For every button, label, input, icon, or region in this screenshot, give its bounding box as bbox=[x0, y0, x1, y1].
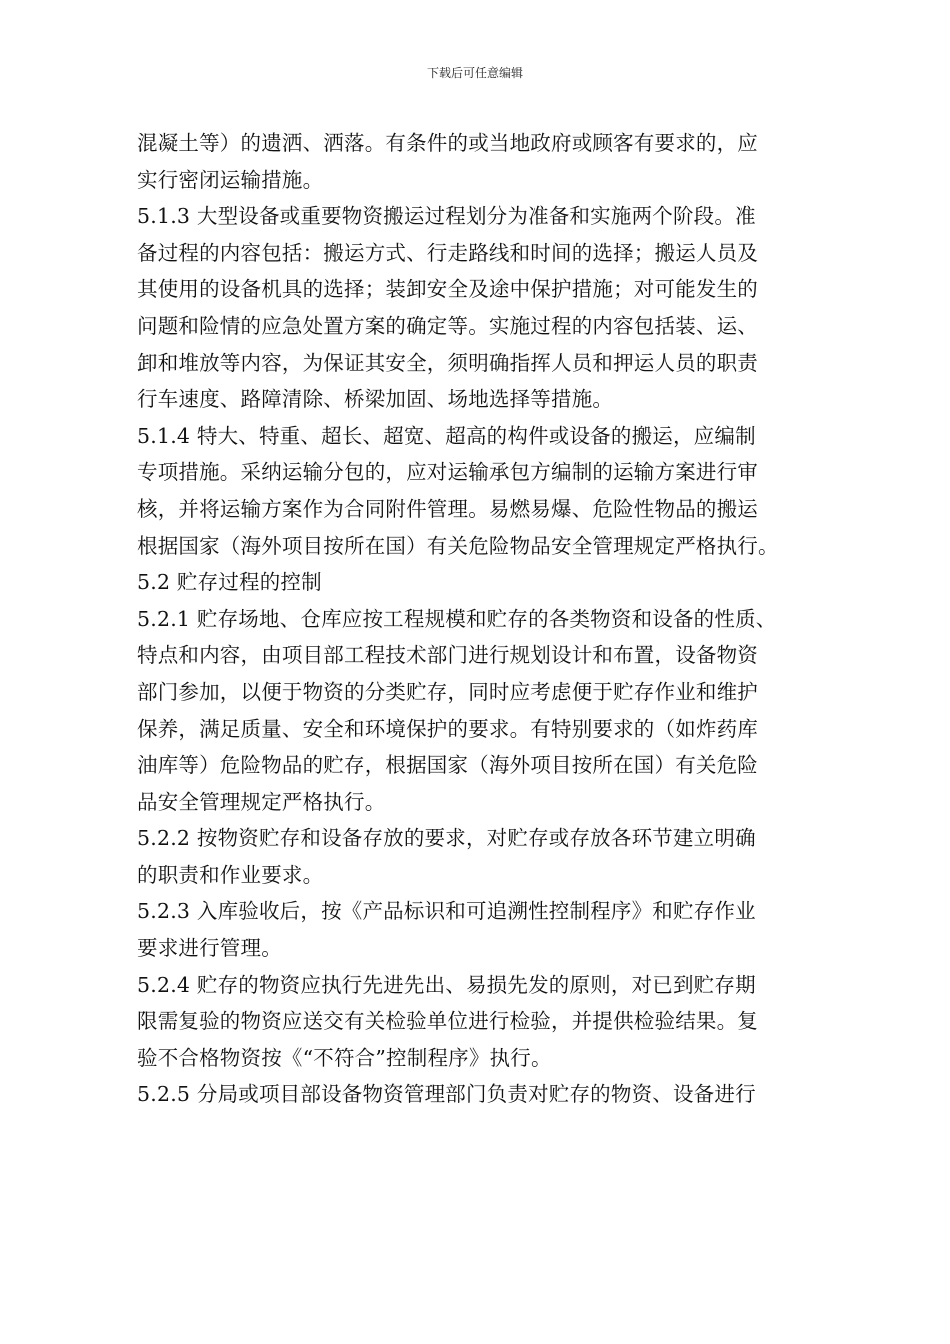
text-line: 根据国家（海外项目按所在国）有关危险物品安全管理规定严格执行。 bbox=[137, 533, 779, 558]
text-line: 5.2.1 贮存场地、仓库应按工程规模和贮存的各类物资和设备的性质、 bbox=[137, 606, 777, 631]
text-line: 5.2.5 分局或项目部设备物资管理部门负责对贮存的物资、设备进行 bbox=[137, 1082, 756, 1107]
document-body bbox=[137, 125, 827, 1113]
text-line: 5.1.4 特大、特重、超长、超宽、超高的构件或设备的搬运，应编制 bbox=[137, 423, 756, 448]
text-line: 混凝土等）的遗洒、洒落。有条件的或当地政府或顾客有要求的，应 bbox=[137, 131, 758, 155]
text-line: 特点和内容，由项目部工程技术部门进行规划设计和布置，设备物资 bbox=[137, 643, 758, 668]
text-line: 5.2.4 贮存的物资应执行先进先出、易损先发的原则，对已到贮存期 bbox=[137, 972, 756, 997]
text-line: 部门参加，以便于物资的分类贮存，同时应考虑便于贮存作业和维护 bbox=[137, 679, 758, 704]
text-line: 核，并将运输方案作为合同附件管理。易燃易爆、危险性物品的搬运 bbox=[137, 496, 758, 521]
text-line: 5.2.2 按物资贮存和设备存放的要求，对贮存或存放各环节建立明确 bbox=[137, 826, 756, 851]
text-line: 品安全管理规定严格执行。 bbox=[137, 789, 386, 814]
text-line: 验不合格物资按《“不符合”控制程序》执行。 bbox=[137, 1045, 552, 1070]
text-line: 5.1.3 大型设备或重要物资搬运过程划分为准备和实施两个阶段。准 bbox=[137, 204, 756, 229]
text-line: 保养，满足质量、安全和环境保护的要求。有特别要求的（如炸药库 bbox=[137, 716, 758, 741]
text-line: 5.2.3 入库验收后，按《产品标识和可追溯性控制程序》和贮存作业 bbox=[137, 899, 756, 924]
text-line: 要求进行管理。 bbox=[137, 936, 282, 961]
text-line: 备过程的内容包括：搬运方式、行走路线和时间的选择；搬运人员及 bbox=[137, 240, 758, 265]
text-line: 卸和堆放等内容，为保证其安全，须明确指挥人员和押运人员的职责 bbox=[137, 350, 758, 375]
page-header: 下载后可任意编辑 bbox=[426, 66, 523, 80]
text-line: 专项措施。采纳运输分包的，应对运输承包方编制的运输方案进行审 bbox=[137, 460, 758, 485]
text-line: 其使用的设备机具的选择；装卸安全及途中保护措施；对可能发生的 bbox=[137, 277, 758, 302]
section-heading: 5.2 贮存过程的控制 bbox=[137, 570, 322, 595]
text-line: 问题和险情的应急处置方案的确定等。实施过程的内容包括装、运、 bbox=[137, 313, 758, 338]
text-line: 的职责和作业要求。 bbox=[137, 862, 324, 887]
text-line: 限需复验的物资应送交有关检验单位进行检验，并提供检验结果。复 bbox=[137, 1009, 758, 1034]
text-line: 实行密闭运输措施。 bbox=[137, 167, 324, 192]
text-line: 行车速度、路障清除、桥梁加固、场地选择等措施。 bbox=[137, 387, 614, 412]
text-line: 油库等）危险物品的贮存，根据国家（海外项目按所在国）有关危险 bbox=[137, 753, 758, 778]
